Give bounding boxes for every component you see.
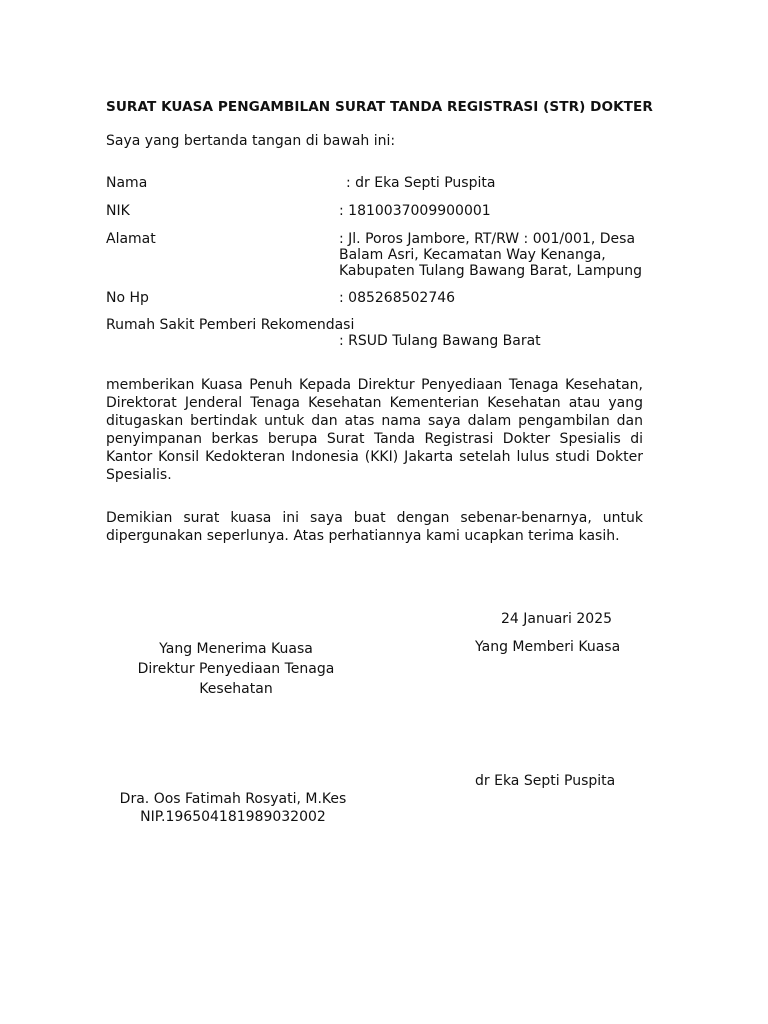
nama-value: : dr Eka Septi Puspita xyxy=(346,175,496,191)
alamat-value: : Jl. Poros Jambore, RT/RW : 001/001, Desa Balam Asri, Kecamatan Way Kenanga, Kabupaten Tulang Bawang Barat, Lampung xyxy=(339,231,643,279)
nohp-label: No Hp xyxy=(106,290,149,306)
recipient-role: Direktur Penyediaan Tenaga Kesehatan xyxy=(137,661,335,697)
recipient-heading: Yang Menerima Kuasa xyxy=(159,641,313,657)
letter-title: SURAT KUASA PENGAMBILAN SURAT TANDA REGISTRASI (STR) DOKTER xyxy=(106,99,653,115)
nik-value: : 1810037009900001 xyxy=(339,203,491,219)
grantor-heading: Yang Memberi Kuasa xyxy=(475,639,621,655)
recipient-nip: NIP.196504181989032002 xyxy=(140,809,326,825)
rs-label: Rumah Sakit Pemberi Rekomendasi xyxy=(106,317,355,333)
intro-text: Saya yang bertanda tangan di bawah ini: xyxy=(106,133,396,149)
nik-label: NIK xyxy=(106,203,130,219)
body-paragraph-2: Demikian surat kuasa ini saya buat dengan sebenar-benarnya, untuk dipergunakan seperlunya. Atas perhatiannya kami ucapkan terima kasih. xyxy=(106,510,643,544)
alamat-label: Alamat xyxy=(106,231,156,247)
recipient-signature-block xyxy=(103,790,363,826)
rs-value: : RSUD Tulang Bawang Barat xyxy=(339,333,541,349)
nohp-value: : 085268502746 xyxy=(339,290,456,306)
body-paragraph-1: memberikan Kuasa Penuh Kepada Direktur Penyediaan Tenaga Kesehatan, Direktorat Jenderal Tenaga Kesehatan Kementerian Kesehatan atau yang ditugaskan bertindak untuk dan atas nama saya dalam pengambilan dan penyimpanan berkas berupa Surat Tanda Registrasi Dokter Spesialis di Kantor Konsil Kedokteran Indonesia (KKI) Jakarta setelah lulus studi Dokter Spesialis. xyxy=(106,377,643,483)
grantor-name: dr Eka Septi Puspita xyxy=(475,773,616,789)
nama-label: Nama xyxy=(106,175,148,191)
recipient-name: Dra. Oos Fatimah Rosyati, M.Kes xyxy=(119,791,347,807)
letter-date: 24 Januari 2025 xyxy=(501,611,613,627)
recipient-block xyxy=(118,639,354,699)
